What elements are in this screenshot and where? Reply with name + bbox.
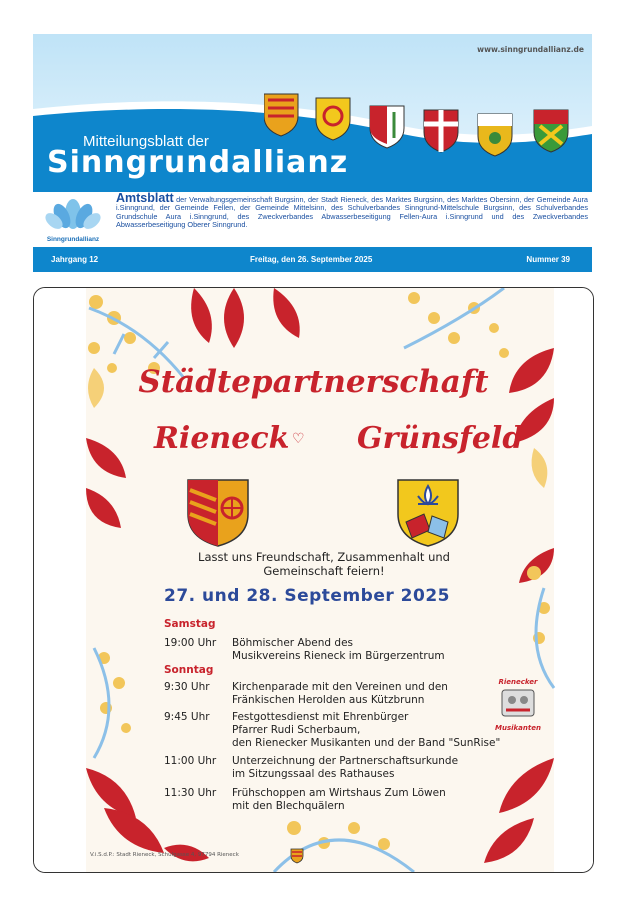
crest-rieneck-icon: [264, 94, 298, 136]
jahrgang: Jahrgang 12: [51, 255, 99, 264]
crest-obersinn-icon: [534, 110, 568, 152]
crest-aura-icon: [316, 98, 350, 140]
event-line: Frühschoppen am Wirtshaus Zum Löwen: [232, 787, 446, 799]
motto-line-1: Lasst uns Freundschaft, Zusammenhalt und: [198, 550, 450, 564]
poster-motto: [134, 550, 514, 578]
issue-number: Nummer 39: [526, 255, 570, 264]
day-sunday: Sonntag: [164, 664, 214, 676]
musik-label-bottom: Musikanten: [495, 724, 541, 732]
event-description: [232, 755, 562, 781]
amtsblatt-text: [116, 191, 588, 230]
band-icon: [492, 686, 544, 720]
website-url[interactable]: www.sinngrundallianz.de: [477, 45, 584, 54]
day-saturday: Samstag: [164, 618, 216, 630]
event-dates: 27. und 28. September 2025: [164, 586, 450, 606]
partnership-poster: [33, 287, 594, 873]
amtsblatt-lead: Amtsblatt: [116, 191, 174, 205]
lotus-icon: [43, 196, 103, 232]
event-line: Fränkischen Herolden aus Kützbrunn: [232, 694, 425, 706]
event-line: Kirchenparade mit den Vereinen und den: [232, 681, 448, 693]
crest-mittelsinn-icon: [478, 114, 512, 156]
city-rieneck: Rieneck: [154, 421, 290, 456]
crest-burgsinn-icon: [424, 110, 458, 152]
event-line: den Rienecker Musikanten und der Band "SunRise": [232, 737, 501, 749]
issue-info-bar: [33, 247, 592, 272]
event-time: 9:30 Uhr: [164, 681, 210, 693]
motto-line-2: Gemeinschaft feiern!: [263, 564, 385, 578]
amtsblatt-section: [33, 192, 592, 245]
rienecker-musikanten-logo: [492, 678, 544, 736]
rieneck-crest-icon: [186, 478, 250, 548]
event-line: Unterzeichnung der Partnerschaftsurkunde: [232, 755, 459, 767]
event-description: [232, 637, 562, 663]
masthead-subtitle: Mitteilungsblatt der: [83, 133, 209, 150]
masthead-title: Sinngrundallianz: [47, 145, 349, 180]
event-description: [232, 787, 562, 813]
event-line: Böhmischer Abend des: [232, 637, 354, 649]
event-line: mit den Blechquälern: [232, 800, 345, 812]
heart-icon: ♡: [292, 431, 305, 447]
logo-caption: Sinngrundallianz: [46, 236, 100, 243]
event-time: 19:00 Uhr: [164, 637, 217, 649]
musik-label-top: Rienecker: [498, 678, 538, 686]
event-line: im Sitzungssaal des Rathauses: [232, 768, 395, 780]
event-time: 11:00 Uhr: [164, 755, 217, 767]
event-time: 11:30 Uhr: [164, 787, 217, 799]
event-line: Musikvereins Rieneck im Bürgerzentrum: [232, 650, 445, 662]
poster-imprint: V.i.S.d.P.: Stadt Rieneck, Schulgasse 4, 97794 Rieneck: [90, 852, 239, 858]
gruensfeld-crest-icon: [396, 478, 460, 548]
issue-date: Freitag, den 26. September 2025: [250, 255, 373, 264]
amtsblatt-body: der Verwaltungsgemeinschaft Burgsinn, der Stadt Rieneck, des Marktes Burgsinn, des Marktes Obersinn, der Gemeinde Aura i.Sinngrund, der Gemeinde Fellen, der Gemeinde Mittelsinn, des Schulverbandes Sinngrund-Mittelschule Burgsinn, des Schulverbandes Grundschule Aura i.Sinngrund, des Zweckverbandes Abwasserbeseitigung Fellen-Aura i.Sinngrund und des Zweckverbandes Abwasserbeseitigung Oberer Sinngrund.: [116, 195, 588, 230]
city-gruensfeld: Grünsfeld: [357, 421, 524, 456]
masthead: [33, 34, 592, 192]
event-line: Pfarrer Rudi Scherbaum,: [232, 724, 361, 736]
event-time: 9:45 Uhr: [164, 711, 210, 723]
sinngrundallianz-logo: [43, 196, 103, 242]
small-crest-icon: [290, 848, 304, 864]
event-line: Festgottesdienst mit Ehrenbürger: [232, 711, 409, 723]
crest-fellen-icon: [370, 106, 404, 148]
poster-title: Städtepartnerschaft: [138, 364, 489, 400]
